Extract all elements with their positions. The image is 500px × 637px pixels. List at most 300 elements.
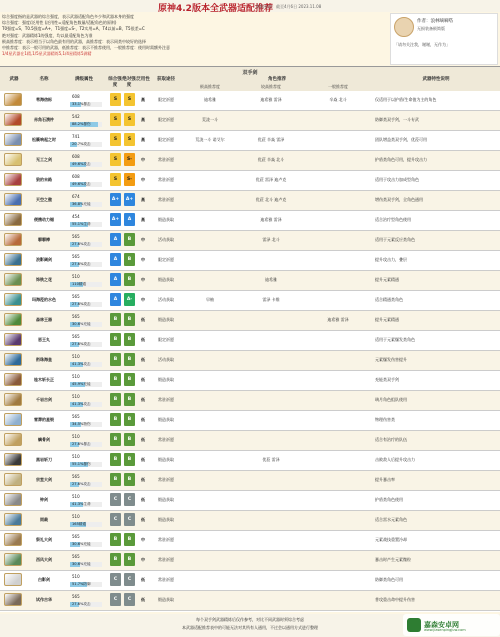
base-atk: 510: [72, 394, 80, 399]
table-row: [0, 531, 500, 551]
base-atk: 510: [72, 574, 80, 579]
table-row: [0, 111, 500, 131]
generality-value: 中: [141, 157, 145, 163]
weapon-icon: [4, 393, 22, 406]
weapon-icon: [4, 293, 22, 306]
weapon-note: 物理伤害类: [375, 417, 395, 423]
weapon-name: 黑岩斩刀: [36, 457, 52, 463]
weapon-note: 护盾类角色可用，提升攻击力: [375, 157, 427, 163]
recommend-high: 荒泷一斗 诺艾尔: [195, 137, 225, 143]
generality-value: 高: [141, 137, 145, 143]
base-atk: 674: [72, 194, 80, 199]
weapon-note: 普攻重击命中提升伤害: [375, 597, 415, 603]
recommend-low: [304, 231, 372, 250]
substat-text: 27.6%攻击: [72, 482, 91, 486]
overall-rating-badge: B: [110, 433, 121, 446]
substat-text: 34.5%物伤: [72, 422, 91, 426]
recommend-mid: [238, 551, 304, 570]
substat-text: 49.6%攻击: [72, 162, 91, 166]
absolute-rating-badge: B: [124, 273, 135, 286]
recommend-low: [304, 331, 372, 350]
absolute-rating-badge: S: [124, 133, 135, 146]
recommend-low: [304, 111, 372, 130]
recommend-low: [304, 271, 372, 290]
absolute-rating-badge: B: [124, 353, 135, 366]
generality-value: 中: [141, 277, 145, 283]
weapon-icon: [4, 93, 22, 106]
table-row: [0, 251, 500, 271]
overall-rating-badge: C: [110, 493, 121, 506]
column-header: 角色推荐: [268, 77, 286, 82]
table-row: [0, 191, 500, 211]
generality-value: 低: [141, 497, 145, 503]
table-row: [0, 351, 500, 371]
absolute-rating-badge: B: [124, 393, 135, 406]
substat-text: 27.6%攻击: [72, 242, 91, 246]
page-subtitle: 数据来源：截至4月6日 2023.11.08: [256, 4, 322, 9]
weapon-note: 适合精通类角色: [375, 297, 403, 303]
recommend-high: [182, 491, 238, 510]
table-row: [0, 331, 500, 351]
substat-text: 27.6%暴击: [72, 442, 91, 446]
weapon-name: 松籁响起之时: [32, 137, 56, 143]
base-atk: 565: [72, 414, 80, 419]
overall-rating-badge: B: [110, 453, 121, 466]
source-text: 锻造获取: [158, 217, 174, 223]
table-header: [0, 67, 500, 91]
base-atk: 565: [72, 554, 80, 559]
weapon-note: 防御类角色可用: [375, 577, 403, 583]
recommend-high: [182, 471, 238, 490]
absolute-rating-badge: C: [124, 593, 135, 606]
table-row: [0, 291, 500, 311]
generality-value: 中: [141, 237, 145, 243]
recommend-mid: [238, 471, 304, 490]
column-header: 泛用性: [136, 77, 150, 82]
substat-text: 49.6%攻击: [72, 182, 91, 186]
recommend-mid: 优菈 辛焱 雷泽: [257, 137, 285, 143]
weapon-note: 增伤类双手剑，全角色通用: [375, 197, 423, 203]
absolute-rating-badge: A+: [124, 193, 135, 206]
recommend-high: [182, 331, 238, 350]
base-atk: 565: [72, 594, 80, 599]
weapon-note: 提升暴击率: [375, 477, 395, 483]
generality-value: 低: [141, 357, 145, 363]
recommend-mid: 雷泽 北斗: [262, 237, 280, 243]
recommend-high: [182, 311, 238, 330]
table-row: [0, 471, 500, 491]
recommend-low: [304, 171, 372, 190]
weapon-icon: [4, 493, 22, 506]
recommend-low: [304, 551, 372, 570]
overall-rating-badge: C: [110, 573, 121, 586]
recommend-high: 荒泷一斗: [202, 117, 218, 123]
absolute-rating-badge: A-: [124, 293, 135, 306]
weapon-note: 防御类双手剑，一斗专武: [375, 117, 419, 123]
base-atk: 565: [72, 254, 80, 259]
intro-line: 极高推荐度：表示相当于以角色最有用的武器，高推荐度：表示同类中较好的选择: [2, 38, 146, 44]
source-text: 限定祈愿: [158, 257, 174, 263]
generality-value: 低: [141, 517, 145, 523]
generality-value: 低: [141, 397, 145, 403]
intro-line: 综合强度指的是武器的综合强度，表示武器适配角色多少和武器本身的强度: [2, 14, 134, 19]
source-text: 锻造获取: [158, 497, 174, 503]
substat-text: 110精通: [72, 282, 87, 286]
table-row: [0, 311, 500, 331]
source-text: 锻造获取: [158, 457, 174, 463]
source-text: 限定祈愿: [158, 137, 174, 143]
weapon-name: 白影剑: [38, 577, 50, 583]
recommend-mid: 优菈 雷泽 迪卢克: [255, 177, 287, 183]
weapon-note: 元素爆发伤害提升: [375, 357, 407, 363]
weapon-note: 元素战技重置冷却: [375, 537, 407, 543]
recommend-low: [304, 351, 372, 370]
watermark: [403, 614, 500, 636]
generality-value: 低: [141, 337, 145, 343]
recommend-high: [182, 551, 238, 570]
recommend-low: [304, 211, 372, 230]
table-row: [0, 91, 500, 111]
recommend-low: [304, 411, 372, 430]
recommend-high: [182, 571, 238, 590]
watermark-name: 嘉森安卓网: [424, 621, 459, 629]
substat-text: 45.9%充能: [72, 382, 91, 386]
overall-rating-badge: A: [110, 253, 121, 266]
weapon-name: 宗室大剑: [36, 477, 52, 483]
absolute-rating-badge: B: [124, 253, 135, 266]
recommend-high: [182, 451, 238, 470]
generality-value: 低: [141, 597, 145, 603]
source-text: 锻造获取: [158, 417, 174, 423]
substat-text: 41.3%攻击: [72, 362, 91, 366]
recommend-low: [304, 391, 372, 410]
recommend-mid: [238, 111, 304, 130]
absolute-rating-badge: B: [124, 313, 135, 326]
generality-value: 低: [141, 317, 145, 323]
weapon-note: 仅适用于以护盾/生命值为主的角色: [375, 97, 437, 103]
recommend-low: [304, 431, 372, 450]
weapon-note: 提升元素精通: [375, 277, 399, 283]
overall-rating-badge: B: [110, 553, 121, 566]
base-atk: 542: [72, 114, 80, 119]
absolute-rating-badge: C: [124, 513, 135, 526]
absolute-rating-badge: C: [124, 493, 135, 506]
recommend-low: 辛焱 北斗: [329, 97, 347, 103]
recommend-low: [304, 531, 372, 550]
absolute-rating-badge: A: [124, 213, 135, 226]
recommend-high: [182, 591, 238, 610]
overall-rating-badge: C: [110, 593, 121, 606]
column-header: 名称: [39, 77, 49, 82]
weapon-note: 提升元素精通: [375, 317, 399, 323]
weapon-name: 螭骨剑: [38, 437, 50, 443]
overall-rating-badge: S: [110, 173, 121, 186]
recommend-high: [182, 531, 238, 550]
recommend-mid: [238, 391, 304, 410]
recommend-low: [304, 591, 372, 610]
overall-rating-badge: S: [110, 113, 121, 126]
recommend-low: [304, 191, 372, 210]
source-text: 锻造获取: [158, 377, 174, 383]
source-text: 常驻祈愿: [158, 557, 174, 563]
table-row: [0, 491, 500, 511]
recommend-mid: 优菈 辛焱 北斗: [257, 157, 285, 163]
weapon-icon: [4, 153, 22, 166]
weapon-icon: [4, 533, 22, 546]
weapon-note: 击败敌人后提升攻击力: [375, 457, 415, 463]
recommend-low: [304, 371, 372, 390]
overall-rating-badge: A+: [110, 193, 121, 206]
base-atk: 565: [72, 314, 80, 319]
weapon-icon: [4, 173, 22, 186]
table-row: [0, 391, 500, 411]
generality-value: 中: [141, 297, 145, 303]
recommend-low: [304, 451, 372, 470]
footer-line-1: 每个双手剑武器精炼后仅作参考，对比不同武器时须综合考虑: [196, 617, 304, 622]
source-text: 活动获取: [158, 357, 174, 363]
table-row: [0, 411, 500, 431]
weapon-name: 森林王器: [36, 317, 52, 323]
absolute-rating-badge: B: [124, 533, 135, 546]
substat-text: 41.3%生命: [72, 502, 91, 506]
recommend-high: [182, 511, 238, 530]
base-atk: 608: [72, 174, 80, 179]
source-text: 活动获取: [158, 297, 174, 303]
overall-rating-badge: A+: [110, 213, 121, 226]
weapon-note: 适合雷水元素角色: [375, 517, 407, 523]
source-text: 常驻祈愿: [158, 397, 174, 403]
base-atk: 454: [72, 214, 80, 219]
weapon-note: 护盾类角色使用: [375, 497, 403, 503]
weapon-name: 桂木斩长正: [34, 377, 54, 383]
substat-text: 30.6%充能: [72, 542, 91, 546]
base-atk: 565: [72, 234, 80, 239]
generality-value: 中: [141, 557, 145, 563]
weapon-note: 暴击时产生元素微粒: [375, 557, 411, 563]
recommend-mid: 雷泽 卡维: [262, 297, 280, 303]
generality-value: 低: [141, 457, 145, 463]
recommend-high: [182, 151, 238, 170]
recommend-high: [182, 211, 238, 230]
overall-rating-badge: S: [110, 153, 121, 166]
recommend-mid: 迪希雅 雷泽: [260, 217, 282, 223]
overall-rating-badge: S: [110, 133, 121, 146]
base-atk: 565: [72, 474, 80, 479]
absolute-rating-badge: S-: [124, 153, 135, 166]
recommend-low: [304, 491, 372, 510]
substat-text: 36.8%充能: [72, 202, 91, 206]
source-text: 常驻祈愿: [158, 177, 174, 183]
weapon-note: 适用于元素爆发类角色: [375, 337, 415, 343]
recommend-mid: 迪希雅: [265, 277, 277, 283]
weapon-icon: [4, 193, 22, 206]
weapon-icon: [4, 313, 22, 326]
column-header: 武器特性说明: [422, 77, 450, 82]
generality-value: 低: [141, 577, 145, 583]
generality-value: 高: [141, 217, 145, 223]
recommend-high: [182, 351, 238, 370]
weapon-name: 赤角石溃杵: [34, 117, 54, 123]
source-text: 常驻祈愿: [158, 157, 174, 163]
section-title: 双手剑: [242, 70, 258, 76]
table-row: [0, 231, 500, 251]
recommend-low: [304, 471, 372, 490]
weapon-name: 无工之剑: [36, 157, 52, 163]
weapon-note: 适合治疗型角色使用: [375, 217, 411, 223]
weapon-name: 便携动力锯: [34, 217, 54, 223]
overall-rating-badge: B: [110, 533, 121, 546]
base-atk: 510: [72, 374, 80, 379]
source-text: 常驻祈愿: [158, 577, 174, 583]
weapon-note: 充能类双手剑: [375, 377, 399, 383]
substat-text: 20.7%攻击: [72, 142, 91, 146]
base-atk: 510: [72, 354, 80, 359]
absolute-rating-badge: B: [124, 373, 135, 386]
overall-rating-badge: B: [110, 393, 121, 406]
overall-rating-badge: A: [110, 273, 121, 286]
overall-rating-badge: B: [110, 333, 121, 346]
absolute-rating-badge: B: [124, 333, 135, 346]
column-header: 绝对强度: [122, 77, 136, 88]
recommend-high: [182, 411, 238, 430]
intro-line: 中推荐度：表示一般可用的武器，低推荐度：表示不推荐使用，一般推荐度：使用时需额外注意: [2, 44, 170, 50]
weapon-name: 祭礼大剑: [36, 537, 52, 543]
recommend-high: [182, 191, 238, 210]
weapon-name: 雨裁: [40, 517, 48, 523]
weapon-icon: [4, 333, 22, 346]
recommend-high: [182, 171, 238, 190]
substat-text: 30.6%充能: [72, 562, 91, 566]
weapon-name: 钟剑: [40, 497, 48, 503]
base-atk: 510: [72, 434, 80, 439]
weapon-note: 适用于元素反应类角色: [375, 237, 415, 243]
generality-value: 高: [141, 97, 145, 103]
weapon-name: 浪影阔剑: [36, 257, 52, 263]
absolute-rating-badge: S: [124, 93, 135, 106]
weapon-name: 衔珠海皇: [36, 357, 52, 363]
absolute-rating-badge: B: [124, 433, 135, 446]
source-text: 常驻祈愿: [158, 537, 174, 543]
substat-text: 27.6%攻击: [72, 602, 91, 606]
recommend-high: [182, 431, 238, 450]
source-text: 常驻祈愿: [158, 197, 174, 203]
source-text: 锻造获取: [158, 597, 174, 603]
absolute-rating-badge: B: [124, 553, 135, 566]
source-text: 限定祈愿: [158, 97, 174, 103]
weapon-icon: [4, 413, 22, 426]
weapon-icon: [4, 573, 22, 586]
weapon-icon: [4, 233, 22, 246]
recommend-mid: [238, 411, 304, 430]
base-atk: 565: [72, 294, 80, 299]
weapon-icon: [4, 453, 22, 466]
absolute-rating-badge: B: [124, 473, 135, 486]
weapon-name: 天空之傲: [36, 197, 52, 203]
absolute-rating-badge: S-: [124, 173, 135, 186]
generality-value: 中: [141, 537, 145, 543]
recommend-mid: [238, 351, 304, 370]
source-text: 锻造获取: [158, 317, 174, 323]
weapon-name: 狼的末路: [36, 177, 52, 183]
recommend-mid: [238, 251, 304, 270]
column-header: 综合强度: [108, 77, 122, 88]
column-subheader: 极高推荐度: [200, 84, 220, 89]
watermark-url: www.jiasenpingjuw.com: [424, 628, 466, 632]
substat-text: 41.3%攻击: [72, 402, 91, 406]
recommend-mid: [238, 491, 304, 510]
recommend-mid: 优菈 北斗 迪卢克: [255, 197, 287, 203]
recommend-high: 迪希雅: [204, 97, 216, 103]
base-atk: 741: [72, 134, 80, 139]
source-text: 限定祈愿: [158, 117, 174, 123]
author-slogan: 「请勿关注我，谢谢，无作为」: [394, 42, 450, 47]
overall-rating-badge: A: [110, 293, 121, 306]
recommend-low: [304, 151, 372, 170]
column-header: 满级属性: [75, 77, 93, 82]
footer-line-2: 本武器适配推荐表中的可能无法对其所有人通用，不过会以通用方式进行整理: [182, 625, 318, 630]
weapon-note: 璃月角色组队使用: [375, 397, 407, 403]
recommend-low: [304, 571, 372, 590]
weapon-icon: [4, 593, 22, 606]
source-text: 锻造获取: [158, 517, 174, 523]
table-row: [0, 551, 500, 571]
author-uid: 无损装备极简版: [417, 26, 445, 31]
weapon-icon: [4, 513, 22, 526]
column-subheader: 一般推荐度: [328, 84, 348, 89]
weapon-icon: [4, 133, 22, 146]
table-row: [0, 451, 500, 471]
table-row: [0, 571, 500, 591]
base-atk: 510: [72, 274, 80, 279]
weapon-name: 恶王丸: [38, 337, 50, 343]
base-atk: 608: [72, 154, 80, 159]
generality-value: 高: [141, 197, 145, 203]
weapon-name: 试作古华: [36, 597, 52, 603]
table-row: [0, 371, 500, 391]
overall-rating-badge: C: [110, 513, 121, 526]
recommend-high: [182, 371, 238, 390]
avatar: [394, 17, 414, 37]
weapon-note: 提升攻击力，叠层: [375, 257, 407, 263]
recommend-mid: [238, 431, 304, 450]
weapon-icon: [4, 553, 22, 566]
watermark-logo-icon: [407, 618, 421, 632]
generality-value: 低: [141, 477, 145, 483]
weapon-icon: [4, 433, 22, 446]
substat-text: 88.2%暴伤: [72, 122, 91, 126]
absolute-rating-badge: B: [124, 453, 135, 466]
intro-line: T0强度=S，T0.5强度=A+，T1强度=S-，T2实用=A，T4以前=B，T5很差=C: [2, 26, 145, 32]
generality-value: 高: [141, 117, 145, 123]
generality-value: 低: [141, 377, 145, 383]
overall-rating-badge: B: [110, 413, 121, 426]
weapon-icon: [4, 353, 22, 366]
recommend-mid: 迪希雅 雷泽: [260, 97, 282, 103]
base-atk: 510: [72, 494, 80, 499]
intro-line: 1/4星武器在1精,1/5星武器精炼5,1/4星精炼5满精: [2, 51, 92, 57]
weapon-icon: [4, 273, 22, 286]
recommend-low: [304, 131, 372, 150]
recommend-mid: [238, 331, 304, 350]
recommend-high: [182, 271, 238, 290]
intro-line: 绝对强度：武器精炼1的强度，均以最适配角色为准: [2, 32, 93, 38]
source-text: 限定祈愿: [158, 337, 174, 343]
weapon-icon: [4, 473, 22, 486]
recommend-high: 早柚: [206, 297, 214, 303]
recommend-low: [304, 251, 372, 270]
weapon-note: 适合有治疗的队伍: [375, 437, 407, 443]
weapon-name: 玛海菈的水色: [32, 297, 56, 303]
